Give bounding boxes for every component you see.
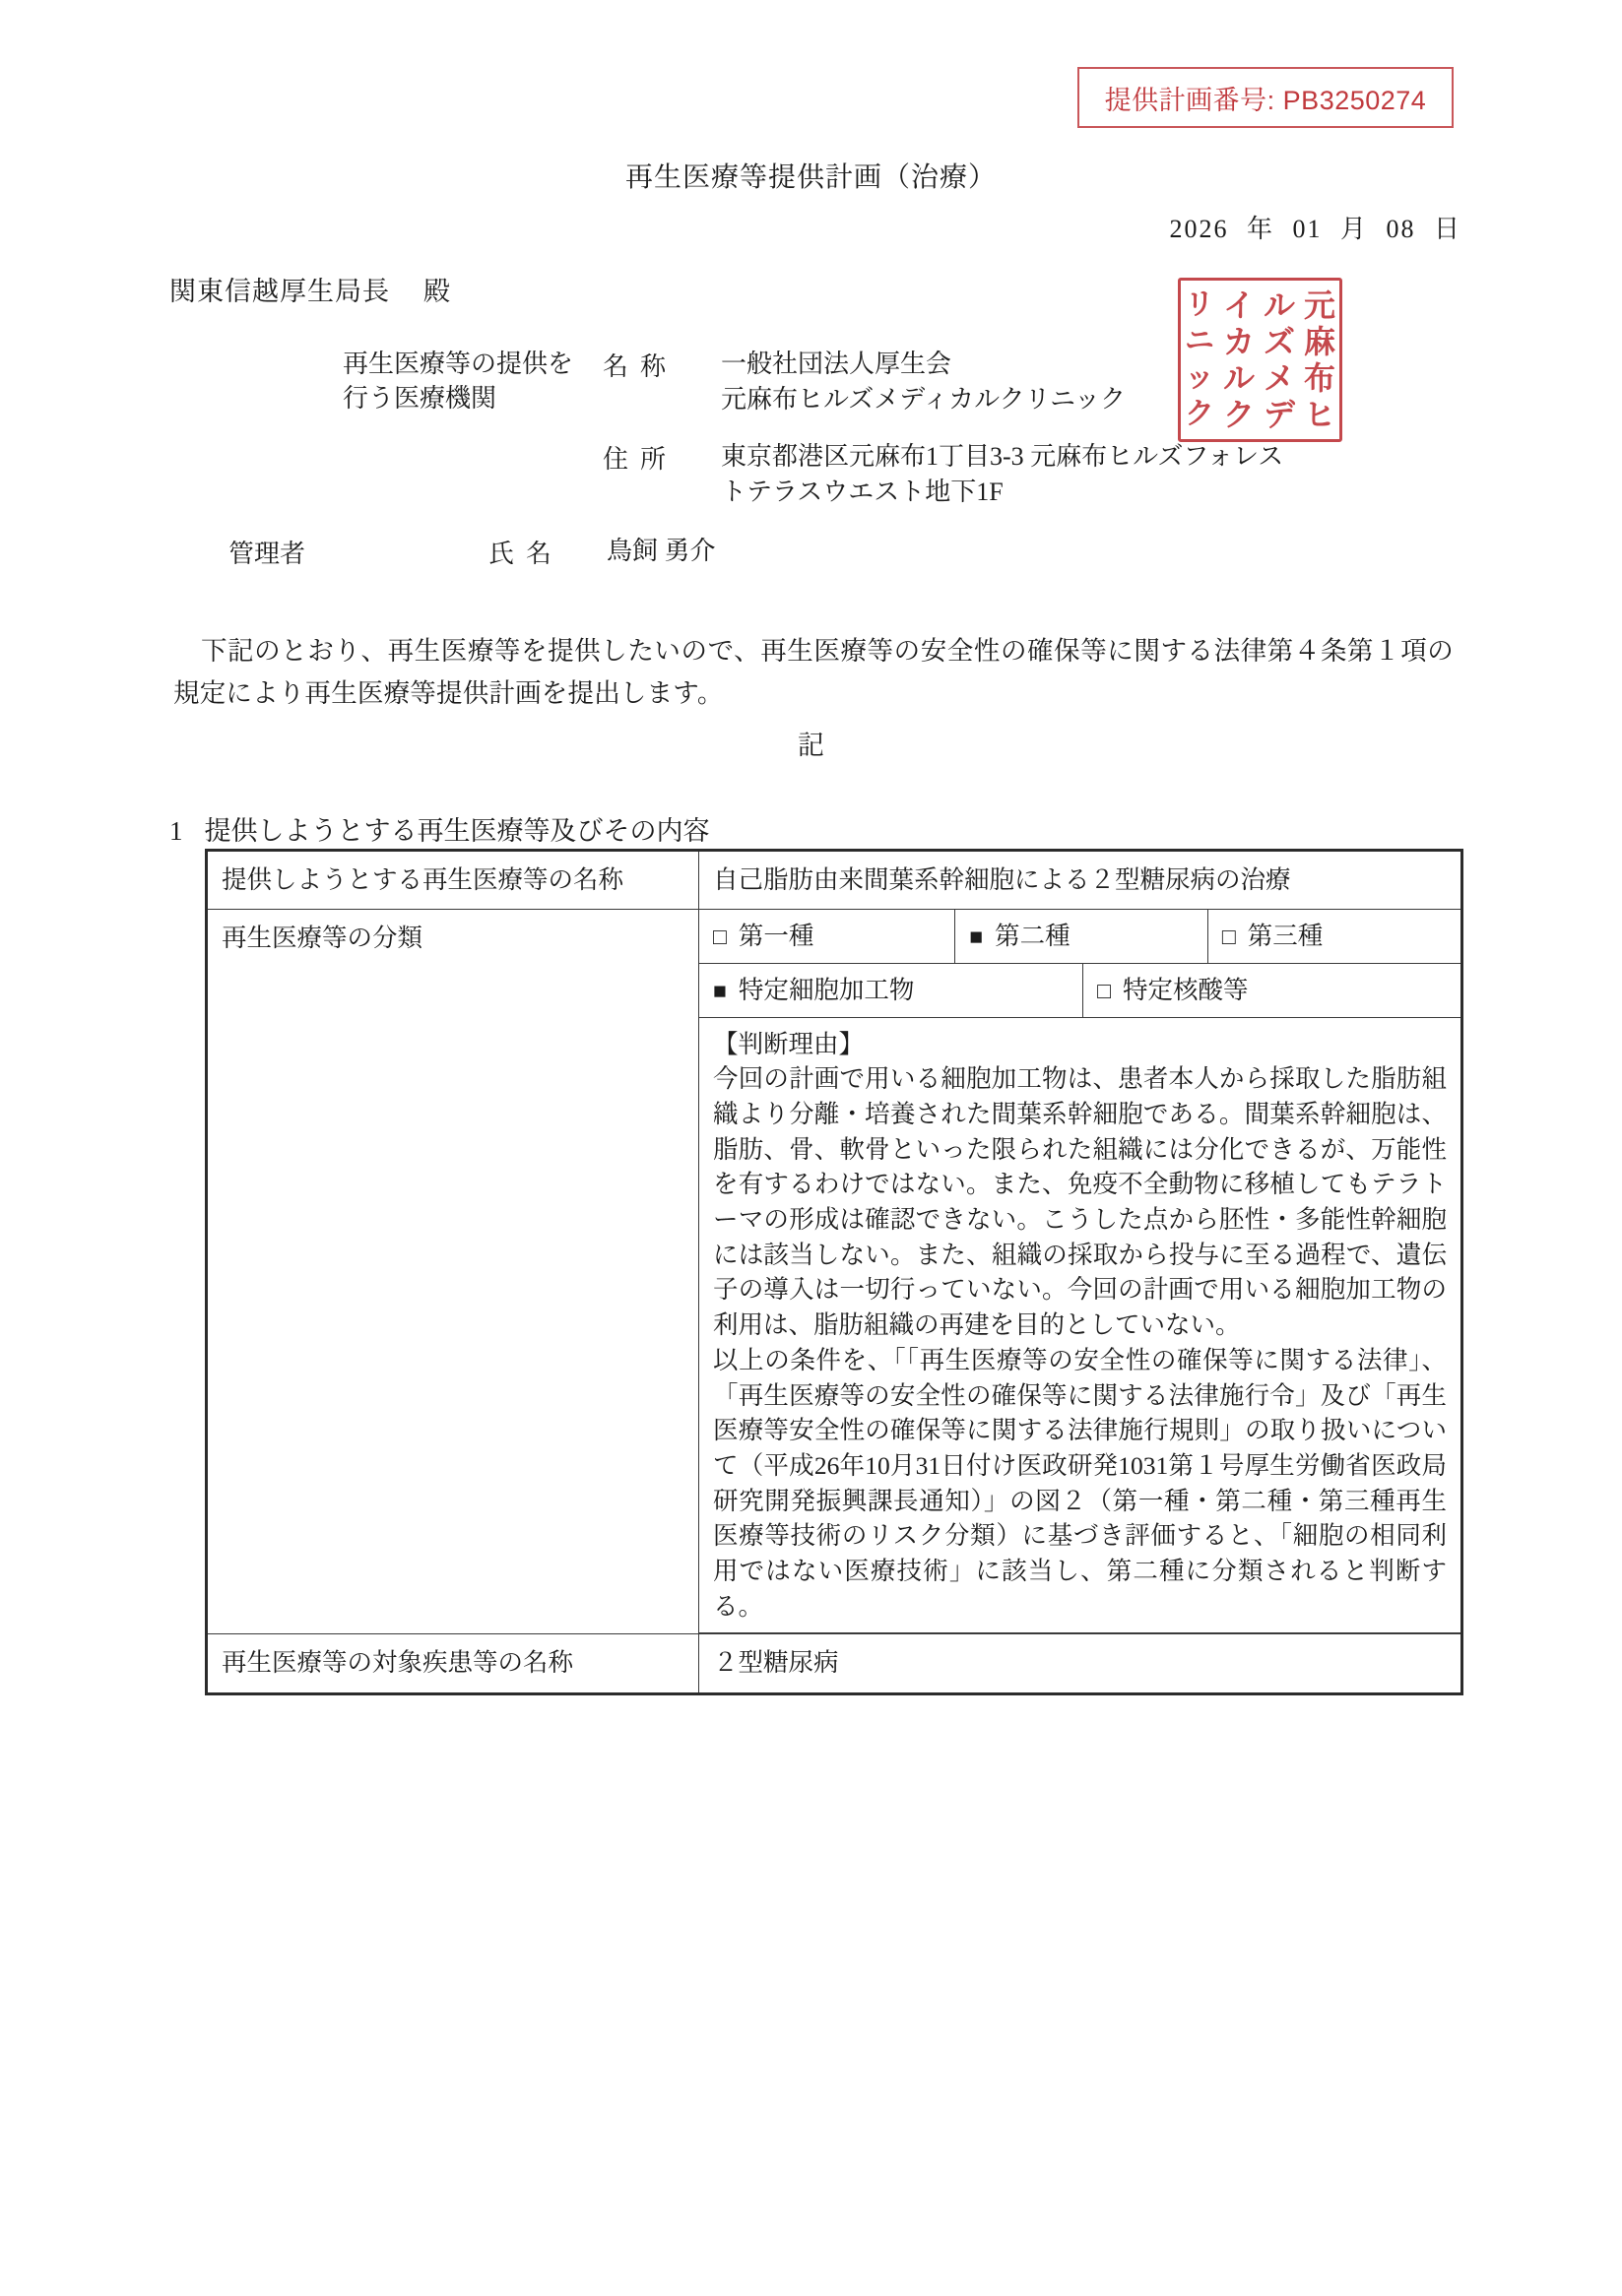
date-year-unit: 年 bbox=[1246, 215, 1274, 243]
judgement-reason-table bbox=[699, 1018, 1460, 1634]
checkbox-icon-type-1[interactable]: □ bbox=[713, 925, 727, 950]
row-disease-label: 再生医療等の対象疾患等の名称 bbox=[207, 1634, 699, 1693]
institution-address-row bbox=[343, 439, 1465, 510]
page-title: 再生医療等提供計画（治療） bbox=[624, 162, 997, 193]
table-row-disease bbox=[207, 1634, 1462, 1693]
seal-char: ッ bbox=[1185, 360, 1214, 396]
classification-kind-table bbox=[699, 964, 1460, 1018]
date-day: 08 bbox=[1386, 215, 1416, 243]
checkbox-icon-type-2[interactable]: ■ bbox=[969, 925, 984, 950]
manager-label: 管理者 bbox=[228, 539, 306, 568]
institution-name-line1: 一般社団法人厚生会 bbox=[721, 350, 952, 378]
institution-name-key: 名称 bbox=[603, 352, 679, 381]
seal-char: 麻 bbox=[1303, 322, 1335, 360]
institution-side-label bbox=[343, 347, 597, 415]
addressee bbox=[169, 270, 451, 308]
body-paragraph-text: 下記のとおり、再生医療等を提供したいので、再生医療等の安全性の確保等に関する法律第４条第１項の規定により再生医療等提供計画を提出します。 bbox=[173, 636, 1454, 708]
seal-column-1 bbox=[1304, 287, 1335, 433]
seal-char: 元 bbox=[1303, 286, 1335, 324]
judgement-reason-paragraph-1: 今回の計画で用いる細胞加工物は、患者本人から採取した脂肪組織より分離・培養された間葉系幹細胞である。間葉系幹細胞は、脂肪、骨、軟骨といった限られた組織には分化できるが、万能性を有するわけではない。また、免疫不全動物に移植してもテラトーマの形成は確認できない。こうした点から胚性・多能性幹細胞には該当しない。また、組織の採取から投与に至る過程で、遺伝子の導入は一切行っていない。今回の計画で用いる細胞加工物の利用は、脂肪組織の再建を目的としていない。 bbox=[713, 1064, 1447, 1340]
institution-side-label-line1: 再生医療等の提供を bbox=[343, 350, 574, 378]
seal-char: メ bbox=[1263, 359, 1295, 398]
ki-mark: 記 bbox=[798, 731, 824, 760]
seal-char: ル bbox=[1263, 286, 1295, 324]
institution-name-value bbox=[721, 347, 1465, 417]
seal-char: ク bbox=[1222, 396, 1255, 434]
seal-column-3 bbox=[1223, 287, 1255, 433]
row-disease-value: ２型糖尿病 bbox=[699, 1634, 1462, 1693]
seal-char: ニ bbox=[1185, 323, 1214, 358]
checkbox-cell-kind-2[interactable] bbox=[1083, 964, 1460, 1017]
checkbox-icon-kind-2[interactable]: □ bbox=[1097, 978, 1111, 1003]
document-date bbox=[1164, 209, 1466, 245]
manager-row bbox=[228, 534, 1465, 570]
judgement-reason-heading: 【判断理由】 bbox=[713, 1029, 865, 1058]
checkbox-cell-kind-1[interactable] bbox=[699, 964, 1083, 1017]
plan-number-text: 提供計画番号: PB3250274 bbox=[1104, 85, 1427, 115]
checkbox-label-kind-2: 特定核酸等 bbox=[1122, 975, 1249, 1004]
seal-char: カ bbox=[1222, 322, 1255, 360]
plan-number-box bbox=[1077, 67, 1454, 128]
row-name-value: 自己脂肪由来間葉系幹細胞による２型糖尿病の治療 bbox=[699, 851, 1462, 910]
classification-type-row bbox=[699, 910, 1460, 963]
row-classification-content bbox=[699, 910, 1462, 1634]
seal-char: ズ bbox=[1263, 322, 1295, 360]
checkbox-icon-kind-1[interactable]: ■ bbox=[713, 978, 727, 1003]
body-paragraph bbox=[173, 630, 1454, 715]
seal-char: イ bbox=[1222, 286, 1255, 324]
seal-column-2 bbox=[1264, 287, 1295, 433]
classification-kind-row bbox=[699, 964, 1460, 1017]
institution-side-label-line2: 行う医療機関 bbox=[343, 384, 497, 414]
checkbox-label-kind-1: 特定細胞加工物 bbox=[738, 975, 915, 1004]
row-name-label: 提供しようとする再生医療等の名称 bbox=[207, 851, 699, 910]
seal-char: 布 bbox=[1303, 359, 1335, 398]
checkbox-label-type-1: 第一種 bbox=[738, 922, 814, 951]
manager-name-key: 氏名 bbox=[488, 539, 564, 568]
official-seal-stamp bbox=[1178, 278, 1342, 442]
institution-address-key: 住所 bbox=[603, 444, 679, 474]
seal-char: ル bbox=[1222, 359, 1255, 398]
checkbox-label-type-3: 第三種 bbox=[1247, 922, 1324, 951]
section-number: 1 bbox=[169, 816, 183, 846]
seal-char: デ bbox=[1263, 396, 1295, 434]
institution-name-line2: 元麻布ヒルズメディカルクリニック bbox=[721, 384, 1127, 414]
addressee-honorific: 殿 bbox=[423, 277, 451, 306]
seal-char: ク bbox=[1185, 397, 1214, 432]
checkbox-cell-type-1[interactable] bbox=[699, 910, 955, 963]
regenerative-medicine-table bbox=[205, 849, 1463, 1695]
checkbox-cell-type-3[interactable] bbox=[1207, 910, 1460, 963]
manager-name-text: 鳥飼 勇介 bbox=[607, 536, 716, 565]
classification-type-table bbox=[699, 910, 1460, 964]
date-day-unit: 日 bbox=[1433, 215, 1461, 243]
seal-char: ヒ bbox=[1303, 396, 1335, 434]
manager-name-value bbox=[607, 534, 1465, 569]
checkbox-icon-type-3[interactable]: □ bbox=[1221, 925, 1236, 950]
seal-column-4 bbox=[1185, 287, 1214, 433]
date-year: 2026 bbox=[1169, 215, 1229, 243]
row-classification-label: 再生医療等の分類 bbox=[207, 910, 699, 1634]
section-heading-text: 提供しようとする再生医療等及びその内容 bbox=[204, 816, 710, 846]
judgement-reason-paragraph-2: 以上の条件を、「「再生医療等の安全性の確保等に関する法律」、「再生医療等の安全性の確保等に関する法律施行令」及び「再生医療等安全性の確保等に関する法律施行規則」の取り扱いについて（平成26年10月31日付け医政研発1031第１号厚生労働省医政局研究開発振興課長通知）」の図２（第一種・第二種・第三種再生医療等技術のリスク分類）に基づき評価すると、「細胞の相同利用ではない医療技術」に該当し、第二種に分類されると判断する。 bbox=[713, 1345, 1447, 1621]
date-month-unit: 月 bbox=[1339, 215, 1368, 243]
judgement-reason-row bbox=[699, 1018, 1460, 1633]
addressee-name: 関東信越厚生局長 bbox=[169, 277, 390, 306]
table-row-name bbox=[207, 851, 1462, 910]
checkbox-label-type-2: 第二種 bbox=[995, 922, 1071, 951]
institution-address-value bbox=[721, 439, 1465, 510]
checkbox-cell-type-2[interactable] bbox=[955, 910, 1208, 963]
section-heading bbox=[169, 809, 710, 848]
table-row-classification bbox=[207, 910, 1462, 1634]
date-month: 01 bbox=[1292, 215, 1323, 243]
judgement-reason-cell bbox=[699, 1018, 1460, 1633]
seal-char: リ bbox=[1185, 287, 1214, 322]
institution-address-line2: トテラスウエスト地下1F bbox=[721, 477, 1004, 506]
institution-address-line1: 東京都港区元麻布1丁目3-3 元麻布ヒルズフォレス bbox=[721, 441, 1284, 471]
